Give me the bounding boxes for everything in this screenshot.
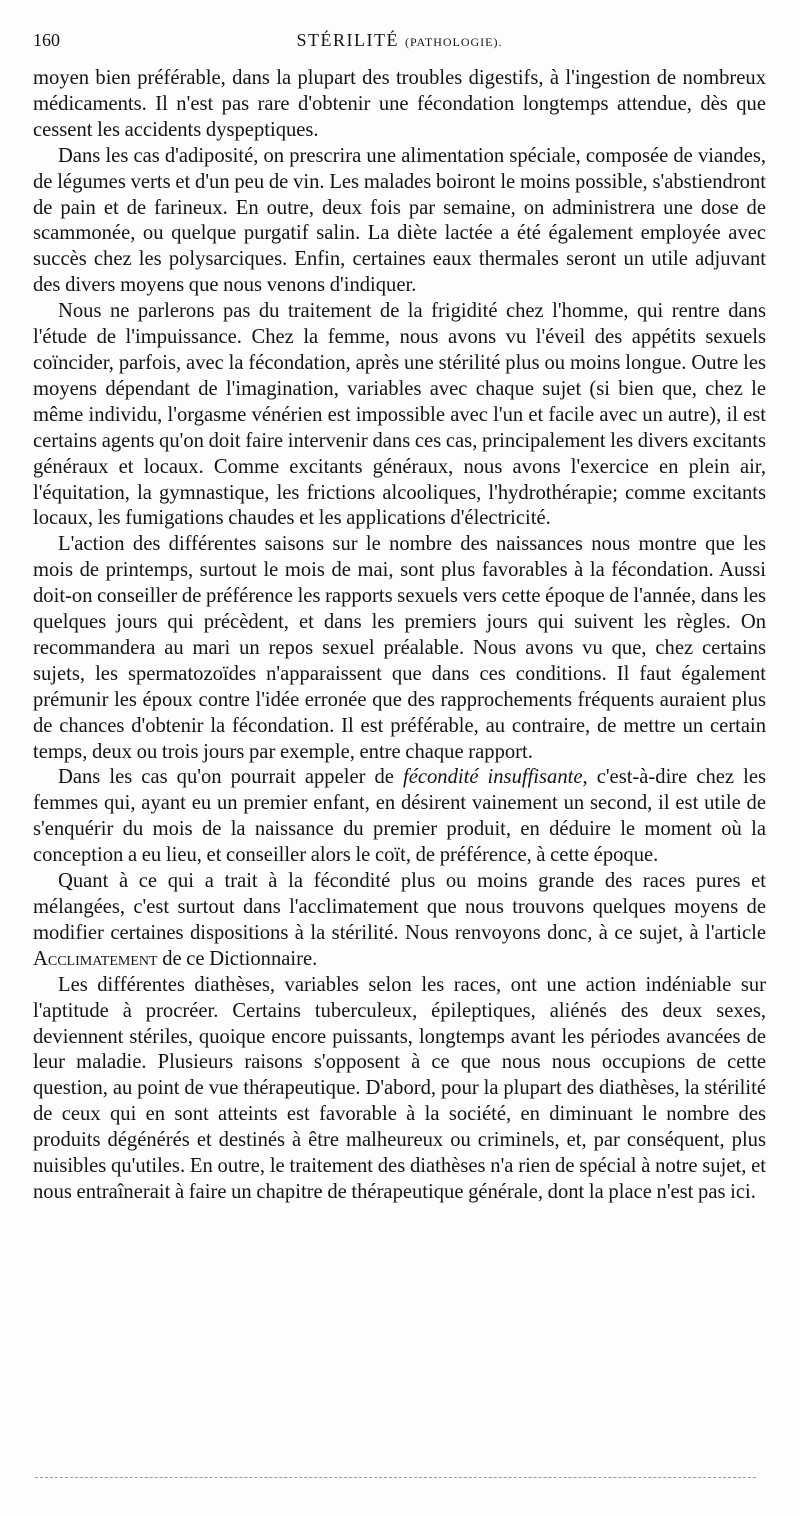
running-subtitle: (PATHOLOGIE). [404, 35, 503, 49]
paragraph-continued: moyen bien préférable, dans la plupart des troubles digestifs, à l'ingestion de nombreux médicaments. Il n'est pas rare d'obtenir une fécondation longtemps attendue, dès que cessent les accidents dyspeptiques. [33, 67, 766, 141]
paragraph-fecondite-insuffisante [33, 765, 766, 869]
text-segment: Dans les cas qu'on pourrait appeler de [58, 766, 403, 789]
footer-rule [35, 1477, 756, 1478]
article-reference: Acclimatement [33, 947, 158, 970]
paragraph-frigidite: Nous ne parlerons pas du traitement de la frigidité chez l'homme, qui rentre dans l'étude de l'impuissance. Chez la femme, nous avons vu l'éveil des appétits sexuels coïncider, parfois, avec la fécondation, après une stérilité plus ou moins longue. Outre les moyens dépendant de l'imagination, variables avec chaque sujet (si bien que, chez le même individu, l'orgasme vénérien est impossible avec l'un et facile avec un autre), il est certains agents qu'on doit faire intervenir dans ces cas, principalement les divers excitants généraux et locaux. Comme excitants généraux, nous avons l'exercice en plein air, l'équitation, la gymnastique, les frictions alcooliques, l'hydrothérapie; comme excitants locaux, les fumigations chaudes et les applications d'électricité. [33, 300, 766, 530]
paragraph-races [33, 869, 766, 973]
text-segment: de ce Dictionnaire. [157, 947, 318, 970]
page-number: 160 [33, 30, 60, 50]
italic-term: fécondité insuffisante [403, 766, 583, 789]
text-segment: , c'est-à-dire chez les femmes qui, ayant eu un premier enfant, en désirent vainement un second, il est utile de s'enquérir du mois de la naissance du premier produit, en déduire le moment où la conception a eu lieu, et conseiller alors le coït, de préférence, à cette époque. [33, 766, 767, 867]
page-header [33, 30, 766, 64]
text-segment: Quant à ce qui a trait à la fécondité plus ou moins grande des races pures et mélangées, c'est surtout dans l'acclimatement que nous trouvons quelques moyens de modifier certaines dispositions à la stérilité. Nous renvoyons donc, à ce sujet, à l'article [33, 870, 766, 944]
page-body [33, 66, 766, 1206]
running-title: STÉRILITÉ [296, 30, 399, 50]
paragraph-saisons: L'action des différentes saisons sur le nombre des naissances nous montre que les mois de printemps, surtout le mois de mai, sont plus favorables à la fécondation. Aussi doit-on conseiller de préférence les rapports sexuels vers cette époque de l'année, dans les quelques jours qui précèdent, et dans les premiers jours qui suivent les règles. On recommandera au mari un repos sexuel préalable. Nous avons vu que, chez certains sujets, les spermatozoïdes n'apparaissent que dans ces conditions. Il faut également prémunir les époux contre l'idée erronée que des rapprochements fréquents auraient plus de chances d'obtenir la fécondation. Il est préférable, au contraire, de mettre un certain temps, deux ou trois jours par exemple, entre chaque rapport. [33, 533, 766, 763]
paragraph-adiposite: Dans les cas d'adiposité, on prescrira une alimentation spéciale, composée de viandes, de légumes verts et d'un peu de vin. Les malades boiront le moins possible, s'abstiendront de pain et de farineux. En outre, deux fois par semaine, on administrera une dose de scammonée, ou quelque purgatif salin. La diète lactée a été également employée avec succès chez les polysarciques. Enfin, certaines eaux thermales seront un utile adjuvant des divers moyens que nous venons d'indiquer. [33, 144, 766, 297]
paragraph-diatheses: Les différentes diathèses, variables selon les races, ont une action indéniable sur l'aptitude à procréer. Certains tuberculeux, épileptiques, aliénés des deux sexes, deviennent stériles, quoique encore puissants, longtemps avant les périodes avancées de leur maladie. Plusieurs raisons s'opposent à ce que nous nous occupions de cette question, au point de vue thérapeutique. D'abord, pour la plupart des diathèses, la stérilité de ceux qui en sont atteints est favorable à la société, en diminuant le nombre des produits dégénérés et destinés à être malheureux ou criminels, et, par conséquent, plus nuisibles qu'utiles. En outre, le traitement des diathèses n'a rien de spécial à notre sujet, et nous entraînerait à faire un chapitre de thérapeutique générale, dont la place n'est pas ici. [33, 973, 766, 1203]
running-head [33, 30, 766, 51]
